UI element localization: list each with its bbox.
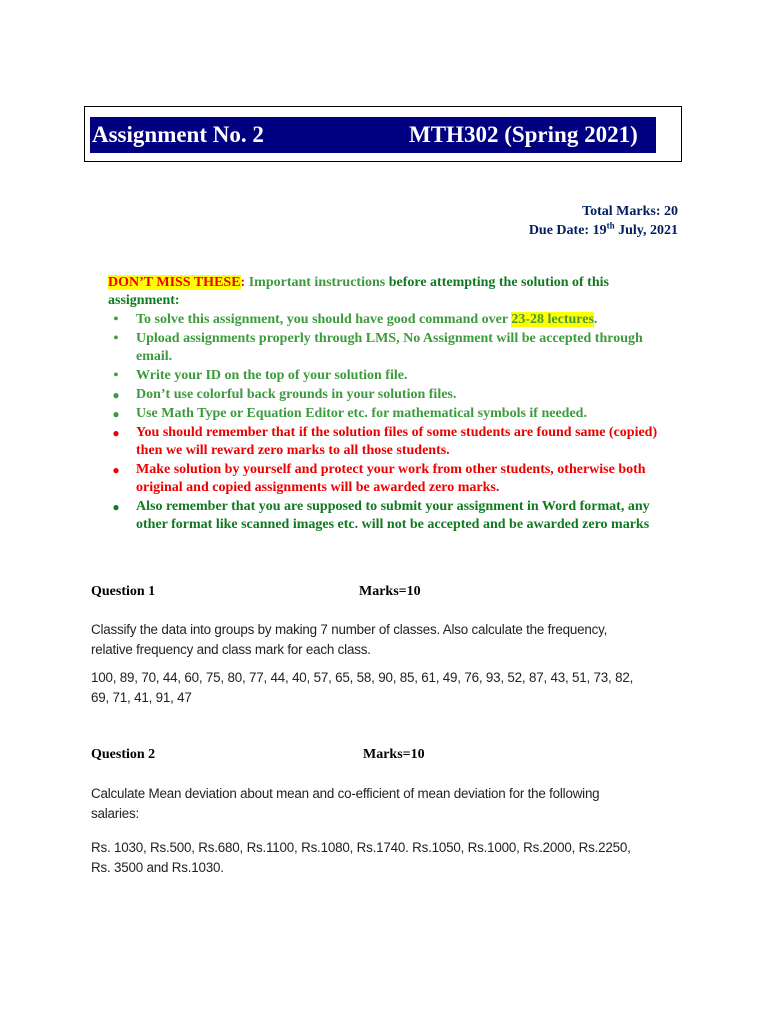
question2-data: Rs. 1030, Rs.500, Rs.680, Rs.1100, Rs.1080, Rs.1740. Rs.1050, Rs.1000, Rs.2000, Rs.2250, Rs. 3500 and Rs.1030. — [91, 840, 631, 875]
list-item: ● Also remember that you are supposed to submit your assignment in Word format, any other format like scanned images etc. will not be accepted and be awarded zero marks — [108, 498, 680, 534]
bullet-icon: ● — [112, 500, 120, 514]
total-marks: Total Marks: 20 — [582, 204, 678, 219]
before-label: before attempting the solution of this assignment: — [108, 275, 609, 308]
title-box — [84, 106, 682, 162]
list-item: ● Make solution by yourself and protect your work from other students, otherwise both original and copied assignments will be awarded zero marks. — [108, 461, 680, 497]
bullet-icon: ● — [112, 463, 120, 477]
instructions-intro: DON’T MISS THESE: Important instructions before attempting the solution of this assignment: — [108, 275, 609, 308]
question2-label: Question 2 — [91, 747, 156, 762]
due-date: Due Date: 19th July, 2021 — [528, 220, 678, 238]
bullet-icon: • — [113, 331, 119, 346]
list-item: ● Don’t use colorful back grounds in your solution files. — [108, 386, 680, 404]
list-item: • Upload assignments properly through LMS, No Assignment will be accepted through email. — [108, 330, 680, 366]
bullet-icon: • — [113, 368, 119, 383]
list-item: ● Use Math Type or Equation Editor etc. for mathematical symbols if needed. — [108, 405, 680, 423]
bullet-icon: • — [113, 312, 119, 327]
question1-marks: Marks=10 — [359, 584, 421, 599]
dont-miss-label: DON’T MISS THESE — [108, 275, 241, 290]
question2-text: Calculate Mean deviation about mean and co-efficient of mean deviation for the following salaries: — [91, 786, 600, 821]
assignment-title: Assignment No. 2 — [92, 122, 264, 147]
list-item: • Write your ID on the top of your solution file. — [108, 367, 680, 385]
course-title: MTH302 (Spring 2021) — [409, 122, 638, 147]
question2-marks: Marks=10 — [363, 747, 425, 762]
instructions — [108, 274, 680, 535]
instruction-list — [108, 311, 680, 534]
bullet-icon: ● — [112, 407, 120, 421]
list-item: • To solve this assignment, you should have good command over 23-28 lectures. — [108, 311, 680, 329]
bullet-icon: ● — [112, 388, 120, 402]
bullet-icon: ● — [112, 426, 120, 440]
important-label: Important instructions — [248, 275, 389, 290]
lecture-range-highlight: 23-28 lectures — [511, 312, 594, 327]
question1-data: 100, 89, 70, 44, 60, 75, 80, 77, 44, 40, 57, 65, 58, 90, 85, 61, 49, 76, 93, 52, 87, 43, 51, 73, 82, 69, 71, 41, 91, 47 — [91, 670, 634, 705]
question1-text: Classify the data into groups by making 7 number of classes. Also calculate the frequency, relative frequency and class mark for each class. — [91, 622, 608, 657]
question1-label: Question 1 — [91, 584, 156, 599]
marks-block — [529, 202, 678, 240]
title-bar — [90, 117, 656, 153]
list-item: ● You should remember that if the solution files of some students are found same (copied) then we will reward zero marks to all those students. — [108, 424, 680, 460]
